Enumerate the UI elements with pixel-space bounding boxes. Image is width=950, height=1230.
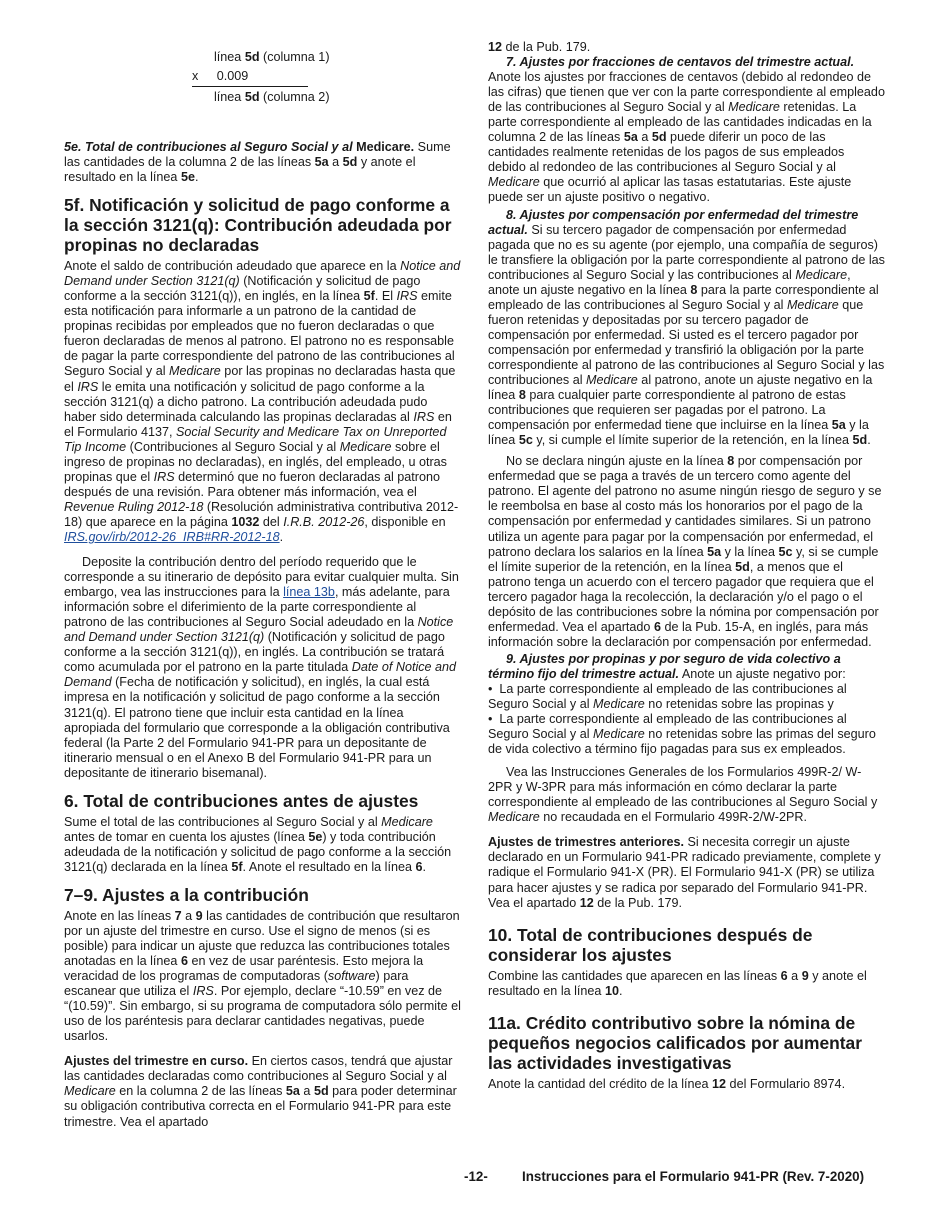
footer-title: Instrucciones para el Formulario 941-PR (Rev. 7-2020) — [522, 1169, 865, 1184]
list-item: • La parte correspondiente al empleado de las contribuciones al Seguro Social y al Medicare no retenidas sobre las propinas y — [488, 681, 847, 712]
paragraph-6: Sume el total de las contribuciones al Seguro Social y al Medicare antes de tomar en cuenta los ajustes (línea 5e) y toda contribución adeudada de la notificación y solicitud de pago conforme a la sección 3121(q) declarada en la línea 5f. Anote el resultado en la línea 6. — [64, 814, 452, 874]
linea-13b-link[interactable]: línea 13b — [283, 585, 335, 600]
heading-5f: 5f. Notificación y solicitud de pago conforme a la sección 3121(q): Contribución adeudada por propinas no declaradas — [64, 195, 452, 256]
list-item: • La parte correspondiente al empleado de las contribuciones al Seguro Social y al Medicare no retenidas sobre las primas del seguro de vida colectivo a término fijo pagadas para sus ex empleados. — [488, 712, 876, 757]
bullet-icon: • — [488, 681, 500, 696]
bullet-icon: • — [488, 712, 500, 727]
formula-block — [64, 46, 461, 126]
paragraph-5e: 5e. Total de contribuciones al Seguro Social y al Medicare. Sume las cantidades de la columna 2 de las líneas 5a a 5d y anote el resultado en la línea 5e. — [64, 140, 451, 185]
formula-line-3: línea 5d (columna 2) — [214, 90, 330, 104]
formula-line-1: línea 5d (columna 1) — [214, 50, 330, 64]
heading-10: 10. Total de contribuciones después de considerar los ajustes — [488, 924, 813, 965]
paragraph-7-9-1: Anote en las líneas 7 a 9 las cantidades de contribución que resultaron por un ajuste del trimestre en curso. Use el signo de menos (si es posible) para indicar un ajuste que reduzca las contribuciones totales anotadas en la línea 6 en vez de usar paréntesis. Esto mejora la veracidad de los programas de computadoras (software) para escanear que utiliza el IRS. Por ejemplo, declare “-10.59” en vez de “(10.59)”. Sin embargo, si su programa de computadora sólo permite el uso de los paréntesis para declarar cantidades negativas, puede usarlos. — [64, 908, 461, 1044]
paragraph-7-9-2: Ajustes del trimestre en curso. En ciertos casos, tendrá que ajustar las cantidades declaradas como contribuciones al Seguro Social y al Medicare en la columna 2 de las líneas 5a a 5d para poder determinar su obligación contributiva correcta en el Formulario 941-PR para este trimestre. Vea el apartado — [64, 1054, 457, 1129]
paragraph-9b: Vea las Instrucciones Generales de los Formularios 499R-2/ W-2PR y W-3PR para más información en cómo declarar la parte correspondiente al empleado de las contribuciones al Seguro Social y Medicare no recaudada en el Formulario 499R-2/W-2PR. — [488, 765, 878, 825]
paragraph-9: 9. Ajustes por propinas y por seguro de vida colectivo a término fijo del trimestre actual. Anote un ajuste negativo por: — [488, 651, 846, 681]
page-footer — [0, 1169, 950, 1189]
formula-rule — [192, 86, 308, 87]
paragraph-5f-2: Deposite la contribución dentro del período requerido que le corresponde a su itinerario de depósito para evitar cualquier multa. Sin embargo, vea las instrucciones para la línea 13b, más adelante, para información sobre el diferimiento de la parte correspondiente al patrono de las contribuciones al Seguro Social adeudado en la Notice and Demand under Section 3121(q) (Notificación y solicitud de pago conforme a la sección 3121(q)), en inglés. La contribución se tratará como acumulada por el patrono en la parte titulada Date of Notice and Demand (Fecha de notificación y solicitud), en inglés, la cual está impresa en la notificación y solicitud de pago conforme a la sección 3121(q). El patrono tiene que incluir esta cantidad en la línea apropiada del formulario que corresponde a la obligación contributiva federal (la Parte 2 del Formulario 941-PR para un depositante de itinerario mensual o en el Anexo B del Formulario 941-PR para un depositante de itinerario bisemanal). — [64, 555, 459, 780]
left-column — [64, 40, 461, 1130]
paragraph-11a: Anote la cantidad del crédito de la línea 12 del Formulario 8974. — [488, 1076, 846, 1091]
paragraph-7-9-2-continued: 12 de la Pub. 179. — [488, 40, 591, 54]
heading-11a: 11a. Crédito contributivo sobre la nómina de pequeños negocios calificados por aumentar las actividades investigativas — [488, 1012, 862, 1073]
page-number: -12- — [464, 1169, 488, 1184]
right-column — [488, 40, 885, 1098]
paragraph-prior-quarters: Ajustes de trimestres anteriores. Si necesita corregir un ajuste declarado en un Formulario 941-PR radicado previamente, complete y radique el Formulario 941-X (PR). El Formulario 941-X (PR) se utiliza para hacer ajustes y se radica por separado del Formulario 941-PR. Vea el apartado 12 de la Pub. 179. — [488, 835, 881, 910]
bullet-list-9 — [488, 682, 885, 757]
heading-6: 6. Total de contribuciones antes de ajustes — [64, 790, 419, 811]
heading-7-9: 7–9. Ajustes a la contribución — [64, 884, 309, 905]
paragraph-5f-1: Anote el saldo de contribución adeudado que aparece en la Notice and Demand under Section 3121(q) (Notificación y solicitud de pago conforme a la sección 3121(q)), en inglés, en la línea 5f. El IRS emite esta notificación para informarle a un patrono de la cantidad de propinas recibidas por empleados que no fueron declaradas o que fueron declaradas de menos al patrono. El patrono no es responsable de pagar la parte correspondiente del patrono de las contribuciones al Seguro Social y al Medicare por las propinas no declaradas hasta que el IRS le emita una notificación y solicitud de pago conforme a la sección 3121(q) a dicho patrono. La contribución adeudada pudo haber sido determinada calculando las propinas declaradas al IRS en el Formulario 4137, Social Security and Medicare Tax on Unreported Tip Income (Contribuciones al Seguro Social y al Medicare sobre el ingreso de propinas no declaradas), en inglés, del empleado, u otras propinas que el IRS determinó que no fueron declaradas al patrono después de una revisión. Para obtener más información, vea el Revenue Ruling 2012-18 (Resolución administrativa contributiva 2012-18) que aparece en la página 1032 del I.R.B. 2012-26, disponible en IRS.gov/irb/2012-26_IRB#RR-2012-18. — [64, 259, 461, 544]
irs-irb-link[interactable]: IRS.gov/irb/2012-26_IRB#RR-2012-18 — [64, 529, 280, 544]
paragraph-8: 8. Ajustes por compensación por enfermedad del trimestre actual. Si su tercero pagador de compensación por enfermedad pagada que no es su agente (por ejemplo, una compañía de seguros) le transfiere la obligación por la parte correspondiente al patrono de las contribuciones al Seguro Social y las contribuciones al Medicare, anote un ajuste negativo en la línea 8 para la parte correspondiente al empleado de las contribuciones al Seguro Social y al Medicare que fueron retenidas y depositadas por su tercero pagador de compensación por enfermedad. Si usted es el tercero pagador por compensación por enfermedad y transfirió la obligación por la parte correspondiente al patrono de las contribuciones al Seguro Social y las contribuciones al Medicare al patrono, anote un ajuste negativo en la línea 8 para cualquier parte correspondiente al patrono de estas contribuciones que requieren ser pagadas por el patrono. La compensación por enfermedad tiene que incluirse en la línea 5a y la línea 5c y, si cumple el límite superior de la retención, en la línea 5d. — [488, 207, 885, 448]
formula-line-2: x 0.009 — [192, 69, 249, 83]
paragraph-10: Combine las cantidades que aparecen en las líneas 6 a 9 y anote el resultado en la línea 10. — [488, 968, 867, 998]
paragraph-8b: No se declara ningún ajuste en la línea 8 por compensación por enfermedad que se paga a través de un tercero como agente del patrono. El agente del patrono no asume ningún riesgo de seguro y se le reembolsa en base al costo más los honorarios por el pago de la compensación por enfermedad y cantidades similares. Si un patrono utiliza un agente para pagar por la compensación por enfermedad, el patrono declara los salarios en la línea 5a y la línea 5c y, si se cumple el límite superior de la retención, en la línea 5d, a menos que el patrono tenga un acuerdo con el tercero pagador que requiera que el tercero pagador haga la recolección, la declaración y/o el pago o el depósito de las contribuciones sobre la nómina por compensación por enfermedad. Vea el apartado 6 de la Pub. 15-A, en inglés, para más información sobre la declaración por compensación por enfermedad. — [488, 454, 882, 649]
paragraph-7: 7. Ajustes por fracciones de centavos del trimestre actual. Anote los ajustes por fracciones de centavos (debido al redondeo de las cifras) que tienen que ver con la parte correspondiente al empleado de las contribuciones al Seguro Social y al Medicare retenidas. La parte correspondiente al empleado de las cantidades indicadas en la columna 2 de las líneas 5a a 5d puede diferir un poco de las cantidades realmente retenidas de los pagos de sus empleados debido al redondeo de las contribuciones al Seguro Social y al Medicare que ocurrió al aplicar las tasas estatutarias. Este ajuste puede ser un ajuste positivo o negativo. — [488, 55, 885, 205]
